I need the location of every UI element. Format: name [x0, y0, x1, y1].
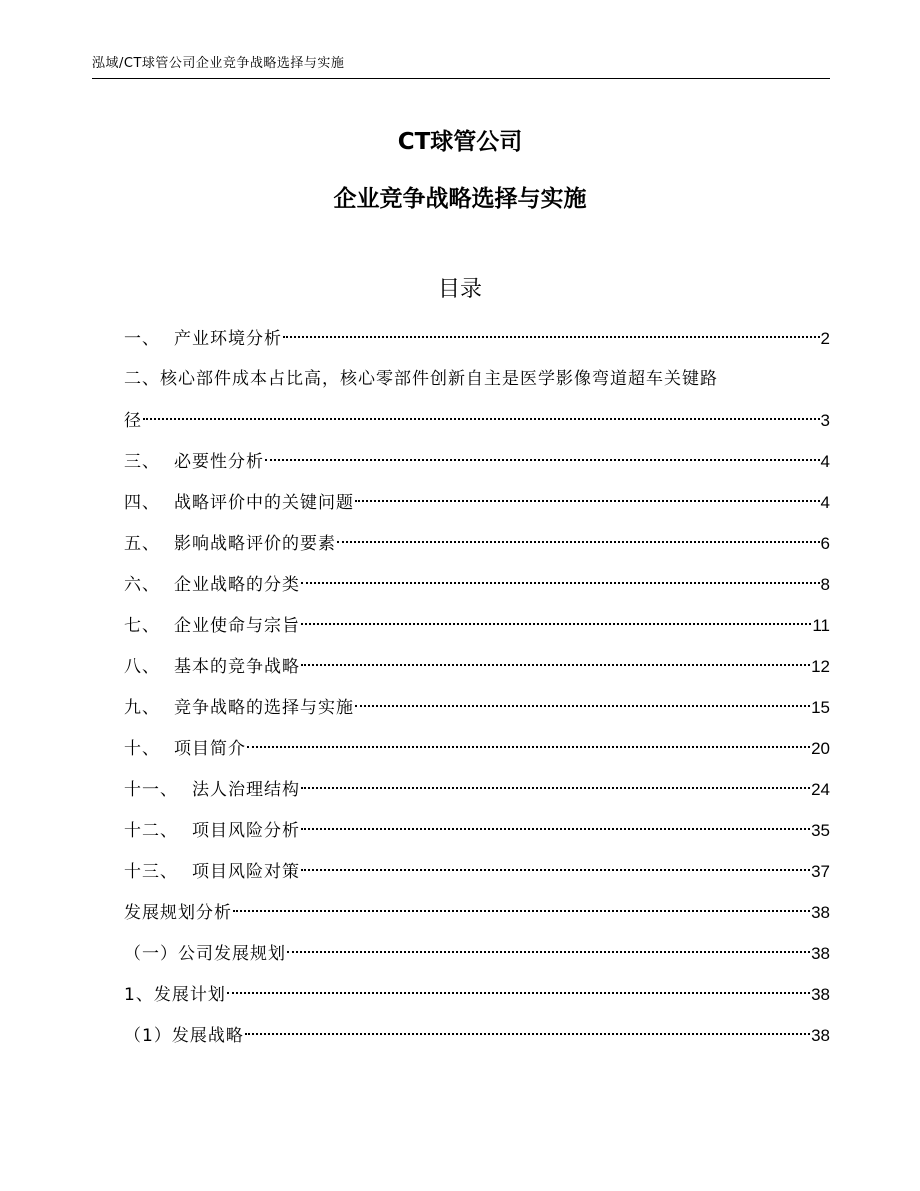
dot-leader	[301, 869, 810, 871]
toc-entry-number: 二、	[124, 369, 160, 389]
toc-entry-label: 战略评价中的关键问题	[174, 493, 354, 513]
toc-entry-label: 项目风险分析	[192, 821, 300, 841]
toc-entry-continuation[interactable]	[124, 400, 830, 441]
toc-entry[interactable]	[124, 687, 830, 728]
toc-entry[interactable]	[124, 1015, 830, 1056]
header-rule	[92, 78, 830, 79]
toc-entry-page: 3	[820, 411, 830, 430]
toc-entry[interactable]	[124, 318, 830, 359]
toc-entry-page: 38	[811, 985, 830, 1004]
dot-leader	[265, 459, 820, 461]
toc-entry[interactable]	[124, 564, 830, 605]
toc-entry[interactable]	[124, 851, 830, 892]
toc-entry-label: 发展规划分析	[124, 903, 232, 923]
toc-entry[interactable]	[124, 728, 830, 769]
dot-leader	[247, 746, 810, 748]
toc-entry-page: 35	[811, 821, 830, 840]
dot-leader	[283, 336, 820, 338]
toc-entry-label: 法人治理结构	[192, 780, 300, 800]
toc-entry-label: 1、发展计划	[124, 985, 226, 1005]
toc-entry-page: 8	[820, 575, 830, 594]
toc-entry-number: 五、	[124, 534, 160, 554]
toc-entry-label: 项目简介	[174, 739, 246, 759]
toc-entry-number: 十二、	[124, 821, 178, 841]
toc-entry-number: 十三、	[124, 862, 178, 882]
toc-entry-page: 15	[811, 698, 830, 717]
toc-entry-number: 八、	[124, 657, 160, 677]
dot-leader	[301, 787, 810, 789]
dot-leader	[355, 705, 810, 707]
toc-entry-page: 11	[812, 616, 830, 635]
toc-entry-page: 24	[811, 780, 830, 799]
table-of-contents	[124, 318, 830, 1056]
toc-entry[interactable]	[124, 523, 830, 564]
dot-leader	[227, 992, 810, 994]
toc-entry-number: 十、	[124, 739, 160, 759]
toc-entry[interactable]	[124, 892, 830, 933]
document-title: CT球管公司	[397, 129, 523, 155]
toc-entry[interactable]	[124, 482, 830, 523]
toc-entry-number: 九、	[124, 698, 160, 718]
toc-entry-number: 七、	[124, 616, 160, 636]
toc-entry-label-cont: 径	[124, 411, 142, 431]
toc-entry-page: 4	[820, 493, 830, 512]
toc-entry-number: 四、	[124, 493, 160, 513]
toc-entry-label: （1）发展战略	[124, 1026, 244, 1046]
toc-heading: 目录	[437, 277, 482, 302]
toc-entry-label: 企业使命与宗旨	[174, 616, 300, 636]
dot-leader	[301, 623, 811, 625]
dot-leader	[301, 582, 820, 584]
toc-entry[interactable]	[124, 605, 830, 646]
toc-entry-label: 基本的竞争战略	[174, 657, 300, 677]
dot-leader	[301, 664, 810, 666]
toc-entry[interactable]	[124, 769, 830, 810]
toc-entry-label: （一）公司发展规划	[124, 944, 286, 964]
toc-entry[interactable]	[124, 441, 830, 482]
toc-entry-page: 12	[811, 657, 830, 676]
toc-entry-page: 4	[820, 452, 830, 471]
toc-entry[interactable]	[124, 933, 830, 974]
running-header: 泓域/CT球管公司企业竞争战略选择与实施	[92, 56, 345, 71]
toc-entry-label: 核心部件成本占比高，核心零部件创新自主是医学影像弯道超车关键路	[160, 369, 718, 389]
toc-entry[interactable]	[124, 810, 830, 851]
toc-entry-label: 必要性分析	[174, 452, 264, 472]
toc-entry[interactable]	[124, 974, 830, 1015]
toc-entry-page: 37	[811, 862, 830, 881]
toc-entry[interactable]	[124, 646, 830, 687]
toc-entry-label: 产业环境分析	[174, 329, 282, 349]
dot-leader	[233, 910, 810, 912]
toc-entry-number: 一、	[124, 329, 160, 349]
toc-entry-page: 2	[820, 329, 830, 348]
toc-entry[interactable]	[124, 359, 830, 400]
dot-leader	[337, 541, 820, 543]
toc-entry-page: 38	[811, 944, 830, 963]
toc-entry-page: 38	[811, 903, 830, 922]
toc-entry-label: 影响战略评价的要素	[174, 534, 336, 554]
toc-entry-page: 6	[820, 534, 830, 553]
toc-entry-label: 项目风险对策	[192, 862, 300, 882]
toc-entry-page: 20	[811, 739, 830, 758]
dot-leader	[245, 1033, 810, 1035]
toc-entry-number: 六、	[124, 575, 160, 595]
toc-entry-label: 竞争战略的选择与实施	[174, 698, 354, 718]
document-subtitle: 企业竞争战略选择与实施	[333, 186, 587, 212]
toc-entry-number: 十一、	[124, 780, 178, 800]
dot-leader	[143, 418, 820, 420]
toc-entry-number: 三、	[124, 452, 160, 472]
dot-leader	[355, 500, 820, 502]
dot-leader	[287, 951, 810, 953]
dot-leader	[301, 828, 810, 830]
toc-entry-page: 38	[811, 1026, 830, 1045]
toc-entry-label: 企业战略的分类	[174, 575, 300, 595]
